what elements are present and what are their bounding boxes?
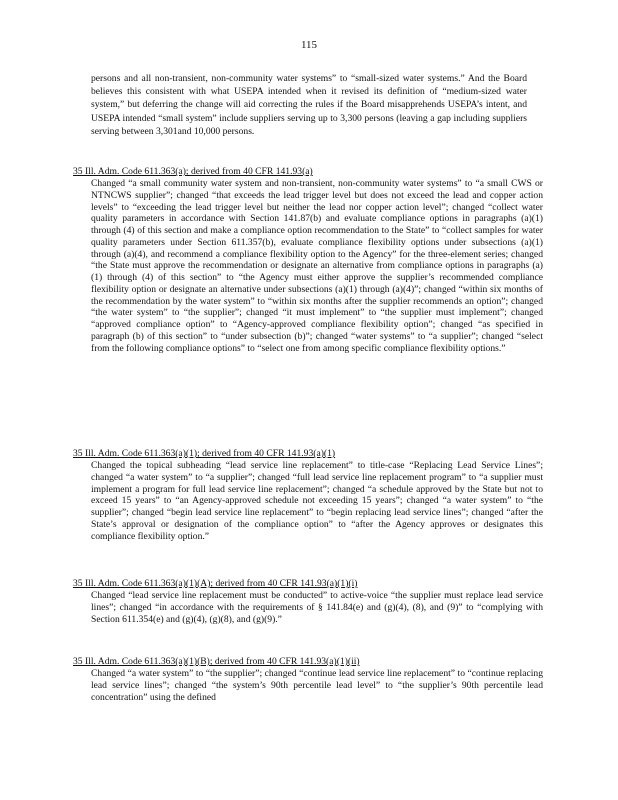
rule-entry xyxy=(73,447,543,542)
rule-entry xyxy=(73,655,543,703)
page-number: 115 xyxy=(300,39,318,51)
rule-change-description: Changed the topical subheading “lead service line replacement” to title-case “Replacing Lead Service Lines”; changed “a water system” to “a supplier”; changed “full lead service line replacement program” to “a supplier must implement a program for full lead service line replacement”; changed “a schedule approved by the State but not to exceed 15 years” to “an Agency-approved schedule not exceeding 15 years”; changed “a water system” to “the supplier”; changed “begin lead service line replacement” to “begin replacing lead service lines”; changed “after the State’s approval or designation of the compliance option” to “after the Agency approves or designates this compliance flexibility option.” xyxy=(91,460,543,542)
rule-entry xyxy=(73,577,543,625)
rule-citation-heading: 35 Ill. Adm. Code 611.363(a)(1); derived from 40 CFR 141.93(a)(1) xyxy=(73,448,336,459)
rule-citation-heading: 35 Ill. Adm. Code 611.363(a)(1)(A); derived from 40 CFR 141.93(a)(1)(i) xyxy=(73,578,358,589)
intro-paragraph: persons and all non-transient, non-community water systems” to “small-sized water systems.” And the Board believes this consistent with what USEPA intended when it revised its definition of “medium-sized water system,” but deferring the change will aid correcting the rules if the Board misapprehends USEPA’s intent, and USEPA intended “small system” include suppliers serving up to 3,300 persons (leaving a gap including suppliers serving between 3,301and 10,000 persons. xyxy=(91,73,527,137)
rule-citation-heading: 35 Ill. Adm. Code 611.363(a)(1)(B); derived from 40 CFR 141.93(a)(1)(ii) xyxy=(73,656,360,667)
rule-change-description: Changed “a small community water system and non-transient, non-community water systems” to “a small CWS or NTNCWS supplier”; changed “that exceeds the lead trigger level but does not exceed the lead and copper action levels” to “exceeding the lead trigger level but neither the lead nor copper action level”; changed “collect water quality parameters in accordance with Section 141.87(b) and evaluate compliance options in paragraphs (a)(1) through (4) of this section and make a compliance option recommendation to the State” to “collect samples for water quality parameters under Section 611.357(b), evaluate compliance flexibility options under subsections (a)(1) through (a)(4), and recommend a compliance flexibility option to the Agency” for the three-element series; changed “the State must approve the recommendation or designate an alternative from compliance options in paragraphs (a)(1) through (4) of this section” to “the Agency must either approve the supplier’s recommended compliance flexibility option or designate an alternative under subsections (a)(1) through (a)(4)”; changed “within six months of the recommendation by the water system” to “within six months after the supplier recommends an option”; changed “the water system” to “the supplier”; changed “it must implement” to “the supplier must implement”; changed “approved compliance option” to “Agency-approved compliance flexibility option”; changed “as specified in paragraph (b) of this section” to “under subsection (b)”; changed “water systems” to “a supplier”; changed “select from the following compliance options” to “select one from among specific compliance flexibility options.” xyxy=(91,178,543,354)
rule-entry xyxy=(73,165,543,354)
rule-citation-heading: 35 Ill. Adm. Code 611.363(a); derived from 40 CFR 141.93(a) xyxy=(73,166,313,177)
rule-change-description: Changed “lead service line replacement must be conducted” to active-voice “the supplier must replace lead service lines”; changed “in accordance with the requirements of § 141.84(e) and (g)(4), (8), and (9)” to “complying with Section 611.354(e) and (g)(4), (g)(8), and (g)(9).” xyxy=(91,590,543,625)
rule-change-description: Changed “a water system” to “the supplier”; changed “continue lead service line replacement” to “continue replacing lead service lines”; changed “the system’s 90th percentile lead level” to “the supplier’s 90th percentile lead concentration” using the defined xyxy=(91,668,543,703)
